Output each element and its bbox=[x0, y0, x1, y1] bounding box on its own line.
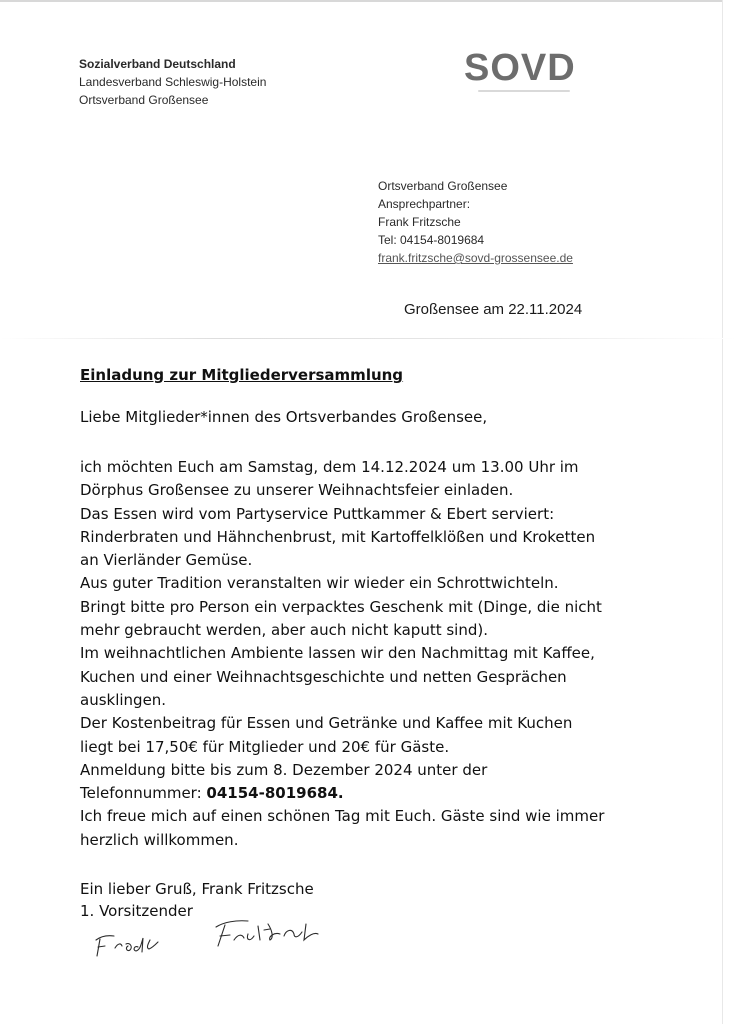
scan-edge bbox=[0, 0, 737, 2]
contact-line1: Ortsverband Großensee bbox=[378, 179, 508, 193]
body-line: Dörphus Großensee zu unserer Weihnachtsfeier einladen. bbox=[80, 481, 514, 500]
letterhead-organization bbox=[79, 55, 266, 109]
body-line: Anmeldung bitte bis zum 8. Dezember 2024 unter der bbox=[80, 760, 488, 779]
body-line: mehr gebraucht werden, aber auch nicht kaputt sind). bbox=[80, 621, 488, 640]
body-line: ausklingen. bbox=[80, 690, 167, 709]
letter-subject: Einladung zur Mitgliederversammlung bbox=[80, 366, 404, 384]
logo-swoosh bbox=[478, 90, 570, 92]
body-line: an Vierländer Gemüse. bbox=[80, 551, 253, 570]
letter-salutation: Liebe Mitglieder*innen des Ortsverbandes Großensee, bbox=[80, 408, 488, 426]
body-line: herzlich willkommen. bbox=[80, 830, 239, 849]
phone-period: . bbox=[337, 784, 344, 803]
body-line: Ich freue mich auf einen schönen Tag mit Euch. Gäste sind wie immer bbox=[80, 807, 605, 826]
scan-edge-right bbox=[722, 0, 737, 1024]
body-line: Im weihnachtlichen Ambiente lassen wir den Nachmittag mit Kaffee, bbox=[80, 644, 595, 663]
body-line: Aus guter Tradition veranstalten wir wieder ein Schrottwichteln. bbox=[80, 574, 559, 593]
fold-line bbox=[0, 338, 737, 339]
org-name: Sozialverband Deutschland bbox=[79, 57, 236, 71]
contact-block bbox=[378, 177, 573, 267]
org-region: Landesverband Schleswig-Holstein bbox=[79, 75, 267, 89]
body-line: Bringt bitte pro Person ein verpacktes Geschenk mit (Dinge, die nicht bbox=[80, 597, 602, 616]
handwritten-signature bbox=[88, 910, 348, 970]
closing-greeting: Ein lieber Gruß, Frank Fritzsche bbox=[80, 880, 314, 898]
sovd-logo: SOVD bbox=[464, 47, 576, 89]
letter-body bbox=[80, 456, 650, 852]
contact-name: Frank Fritzsche bbox=[378, 215, 461, 229]
body-line: liegt bei 17,50€ für Mitglieder und 20€ für Gäste. bbox=[80, 737, 450, 756]
org-local: Ortsverband Großensee bbox=[79, 93, 209, 107]
body-line: Der Kostenbeitrag für Essen und Getränke und Kaffee mit Kuchen bbox=[80, 714, 573, 733]
contact-line2: Ansprechpartner: bbox=[378, 197, 471, 211]
phone-label: Telefonnummer: bbox=[80, 784, 207, 803]
phone-line bbox=[80, 782, 650, 805]
body-line: Das Essen wird vom Partyservice Puttkammer & Ebert serviert: bbox=[80, 504, 555, 523]
contact-phone: Tel: 04154-8019684 bbox=[378, 233, 485, 247]
body-line: Kuchen und einer Weihnachtsgeschichte und netten Gesprächen bbox=[80, 667, 567, 686]
body-line: ich möchten Euch am Samstag, dem 14.12.2024 um 13.00 Uhr im bbox=[80, 458, 579, 476]
contact-email-link[interactable]: frank.fritzsche@sovd-grossensee.de bbox=[378, 251, 573, 265]
date-line: Großensee am 22.11.2024 bbox=[404, 301, 583, 318]
body-line: Rinderbraten und Hähnchenbrust, mit Kartoffelklößen und Kroketten bbox=[80, 527, 596, 546]
phone-number: 04154-8019684 bbox=[206, 784, 338, 803]
closing-role: 1. Vorsitzender bbox=[80, 902, 193, 920]
